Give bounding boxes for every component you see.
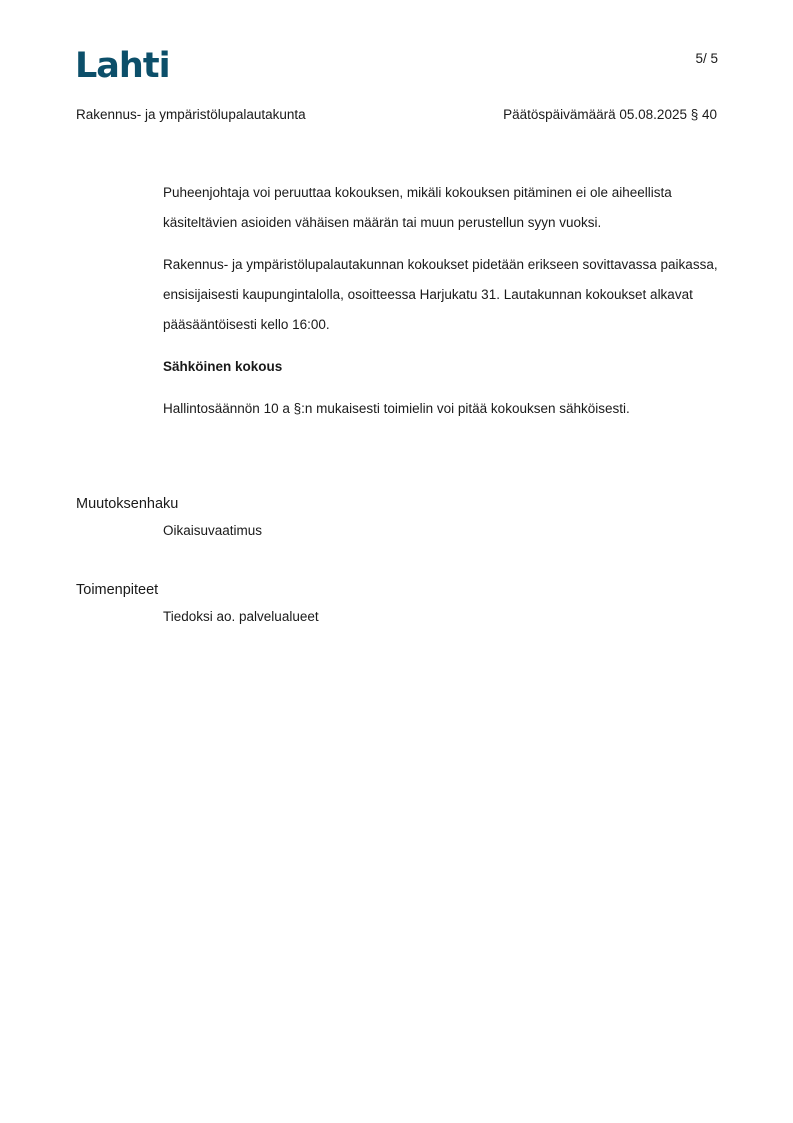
decision-date: Päätöspäivämäärä 05.08.2025 § 40 <box>503 107 717 122</box>
actions-text: Tiedoksi ao. palvelualueet <box>163 609 319 624</box>
logo-text: Lahti <box>75 46 170 86</box>
document-body <box>163 178 723 436</box>
appeal-heading: Muutoksenhaku <box>76 496 179 512</box>
paragraph-meeting-location: Rakennus- ja ympäristölupalautakunnan kokoukset pidetään erikseen sovittavassa paikassa, ensisijaisesti kaupungintalolla, osoitteessa Harjukatu 31. Lautakunnan kokoukset alkavat pääsääntöisesti kello 16:00. <box>163 257 718 332</box>
subheading-electronic-meeting: Sähköinen kokous <box>163 359 283 374</box>
lahti-logo <box>75 46 170 84</box>
page-number: 5/ 5 <box>695 51 718 66</box>
paragraph-cancel-meeting: Puheenjohtaja voi peruuttaa kokouksen, mikäli kokouksen pitäminen ei ole aiheellista käsiteltävien asioiden vähäisen määrän tai muun perustellun syyn vuoksi. <box>163 185 672 230</box>
actions-heading: Toimenpiteet <box>76 582 159 598</box>
paragraph-electronic-meeting: Hallintosäännön 10 a §:n mukaisesti toimielin voi pitää kokouksen sähköisesti. <box>163 401 630 416</box>
organization-name: Rakennus- ja ympäristölupalautakunta <box>76 107 306 122</box>
appeal-text: Oikaisuvaatimus <box>163 523 263 538</box>
